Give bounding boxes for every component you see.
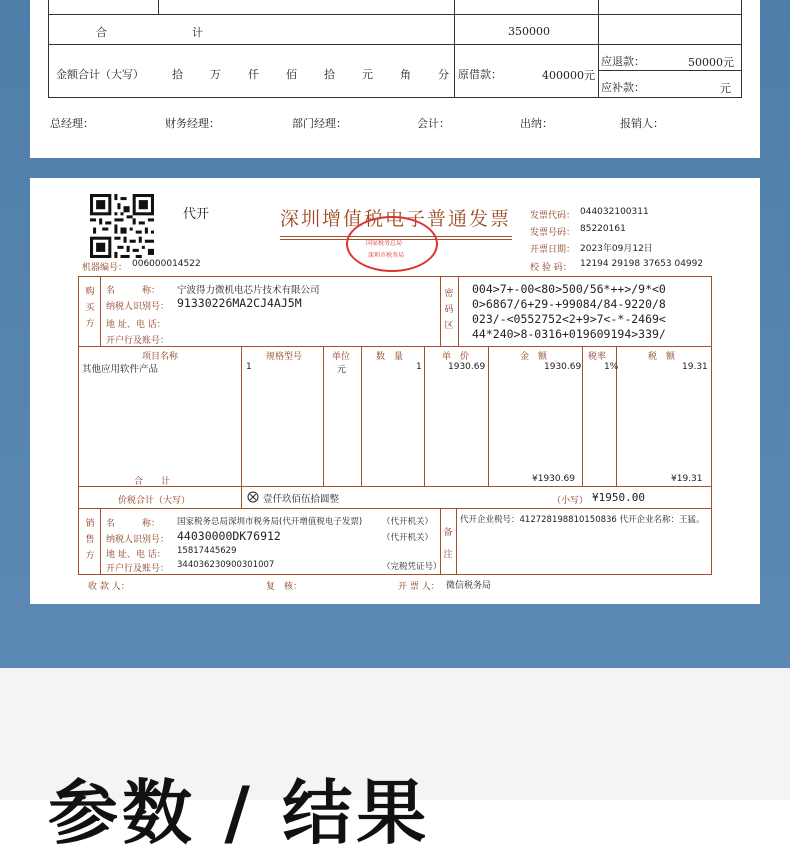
seller-tax-label: 纳税人识别号：: [106, 535, 170, 545]
item-name: 其他应用软件产品: [82, 364, 159, 375]
buyer-name: 宁波得力微机电芯片技术有限公司: [177, 285, 320, 296]
buyer-bank-label: 开户行及账号：: [106, 336, 170, 346]
number-label: 发票号码：: [530, 228, 576, 238]
unit-fen: 分: [438, 68, 449, 81]
invoice-code: 044032100311: [580, 207, 649, 217]
refund-value: 50000元: [688, 56, 734, 69]
payee-label: 收 款 人：: [88, 582, 130, 592]
item-spec: 1: [246, 362, 252, 372]
cipher-line-2: 0>6867/6+29-+99084/84-9220/8: [472, 297, 666, 311]
item-unit: 元: [337, 365, 347, 375]
buyer-addr-label: 地 址、电 话：: [106, 320, 166, 330]
refund-label: 应退款：: [601, 55, 645, 68]
item-qty: 1: [416, 362, 422, 372]
seal-text: 国家税务总局: [366, 240, 403, 247]
cipher-line-1: 004>7+-00<80>500/56*++>/9*<0: [472, 282, 666, 296]
invoice-card: [30, 178, 760, 604]
buyer-tax-id: 91330226MA2CJ4AJ5M: [177, 296, 302, 310]
unit-shi: 拾: [172, 68, 183, 81]
total-label-2: 计: [192, 26, 203, 39]
item-amount: 1930.69: [544, 362, 582, 372]
invoice-date: 2023年09月12日: [580, 244, 653, 254]
unit-jiao: 角: [400, 68, 411, 81]
supplement-value: 元: [720, 82, 731, 95]
expense-form-card: [30, 0, 760, 158]
subtotal-label: 合 计: [134, 477, 171, 487]
qr-code-icon: [90, 194, 154, 258]
bottom-heading: 参数 / 结果: [48, 772, 431, 854]
code-label: 发票代码：: [530, 211, 576, 221]
sig-cashier: 出纳：: [520, 117, 553, 130]
cipher-line-3: 023/-<0552752<2+9>7<-*-2469<: [472, 312, 666, 326]
check-label: 校 验 码：: [530, 263, 572, 273]
buyer-name-label: 名 称：: [106, 286, 161, 296]
col-qty: 数 量: [376, 352, 404, 362]
item-price: 1930.69: [448, 362, 486, 372]
supplement-label: 应补款：: [601, 81, 645, 94]
seller-name: 国家税务总局深圳市税务局(代开增值税电子发票): [177, 517, 363, 527]
check-code: 12194 29198 37653 04992: [580, 259, 704, 269]
total-label: 合: [96, 26, 107, 39]
total-amount: 350000: [508, 25, 550, 38]
unit-qian: 仟: [248, 68, 259, 81]
col-rate: 税率: [588, 352, 607, 362]
machine-no: 006000014522: [132, 259, 201, 269]
item-rate: 1%: [604, 362, 619, 372]
invoice-number: 85220161: [580, 224, 626, 234]
col-price: 单 价: [442, 352, 470, 362]
cross-circle-icon: [247, 491, 259, 503]
seller-name-note: （代开机关）: [382, 517, 434, 527]
remarks-section-label: 备注: [443, 528, 453, 560]
machine-no-label: 机器编号：: [82, 263, 128, 273]
col-item: 项目名称: [142, 352, 179, 362]
remarks: 代开企业税号：412728198810150836 代开企业名称：王猛。: [460, 515, 705, 525]
seller-bank: 344036230900301007: [177, 560, 275, 570]
col-amount: 金 额: [520, 352, 548, 362]
total-words-label: 价税合计（大写）: [118, 496, 191, 506]
sig-finance-manager: 财务经理：: [165, 117, 220, 130]
seller-tax-note: （代开机关）: [382, 533, 434, 543]
col-tax: 税 额: [648, 352, 676, 362]
seller-section-label: 销售方: [85, 519, 95, 561]
subtotal-tax: ¥19.31: [671, 474, 703, 484]
seller-tax-id: 44030000DK76912: [177, 529, 281, 543]
amount-words-label: 金额合计（大写）: [56, 68, 144, 81]
issuer-label: 开 票 人：: [398, 582, 440, 592]
col-unit: 单位: [332, 352, 351, 362]
reviewer-label: 复 核：: [266, 582, 303, 592]
advance-value: 400000元: [542, 69, 595, 82]
seller-addr-label: 地 址、电 话：: [106, 550, 166, 560]
cipher-section-label: 密码区: [444, 289, 454, 331]
seal-sub-text: 深圳市税务局: [368, 252, 405, 259]
buyer-tax-label: 纳税人识别号：: [106, 302, 170, 312]
total-small-label: （小写）: [552, 496, 589, 506]
invoice-title: 深圳增值税电子普通发票: [280, 208, 512, 230]
unit-shi-2: 拾: [324, 68, 335, 81]
unit-bai: 佰: [286, 68, 297, 81]
col-spec: 规格型号: [266, 352, 303, 362]
buyer-section-label: 购买方: [85, 287, 95, 329]
date-label: 开票日期：: [530, 245, 576, 255]
subtotal-amount: ¥1930.69: [532, 474, 575, 484]
cipher-line-4: 44*240>8-0316+019609194>339/: [472, 327, 666, 341]
advance-label: 原借款：: [458, 68, 502, 81]
item-tax: 19.31: [682, 362, 708, 372]
sig-dept-manager: 部门经理：: [292, 117, 347, 130]
seller-bank-label: 开户行及账号：: [106, 564, 170, 574]
unit-wan: 万: [210, 68, 221, 81]
sig-general-manager: 总经理：: [50, 117, 94, 130]
seller-name-label: 名 称：: [106, 519, 161, 529]
tax-seal: [346, 216, 438, 272]
seller-phone: 15817445629: [177, 546, 237, 556]
sig-claimant: 报销人：: [620, 117, 664, 130]
proxy-tag: 代开: [183, 207, 210, 222]
issuer: 微信税务局: [446, 581, 492, 591]
seller-bank-note: （完税凭证号）: [382, 562, 442, 572]
total-small: ¥1950.00: [592, 491, 645, 504]
sig-accountant: 会计：: [417, 117, 450, 130]
total-words: 壹仟玖佰伍拾圆整: [263, 494, 340, 505]
unit-yuan: 元: [362, 68, 373, 81]
